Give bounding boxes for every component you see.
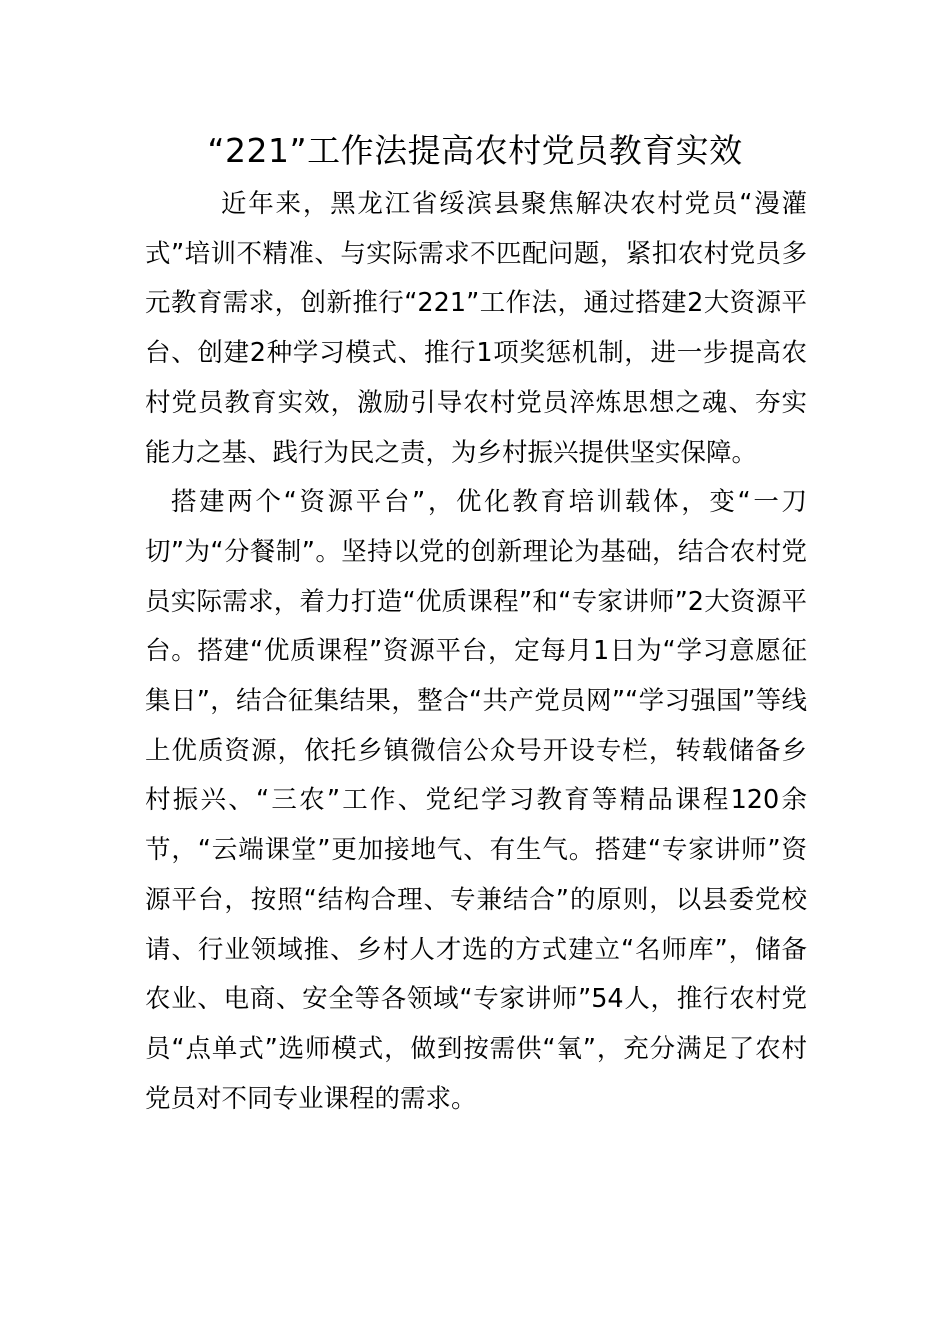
paragraph-intro: 近年来，黑龙江省绥滨县聚焦解决农村党员“漫灌式”培训不精准、与实际需求不匹配问题，紧扣农村党员多元教育需求，创新推行“221”工作法，通过搭建2大资源平台、创建2种学习模式、推行1项奖惩机制，进一步提高农村党员教育实效，激励引导农村党员淬炼思想之魂、夯实能力之基、践行为民之责，为乡村振兴提供坚实保障。 <box>145 189 807 468</box>
paragraph-resource-platforms: 搭建两个“资源平台”，优化教育培训载体，变“一刀切”为“分餐制”。坚持以党的创新理论为基础，结合农村党员实际需求，着力打造“优质课程”和“专家讲师”2大资源平台。搭建“优质课程”资源平台，定每月1日为“学习意愿征集日”，结合征集结果，整合“共产党员网”“学习强国”等线上优质资源，依托乡镇微信公众号开设专栏，转载储备乡村振兴、“三农”工作、党纪学习教育等精品课程120余节，“云端课堂”更加接地气、有生气。搭建“专家讲师”资源平台，按照“结构合理、专兼结合”的原则，以县委党校请、行业领域推、乡村人才选的方式建立“名师库”，储备农业、电商、安全等各领域“专家讲师”54人，推行农村党员“点单式”选师模式，做到按需供“氧”，充分满足了农村党员对不同专业课程的需求。 <box>145 487 807 1114</box>
document-title: “221”工作法提高农村党员教育实效 <box>207 131 743 170</box>
document-body <box>145 180 807 1124</box>
